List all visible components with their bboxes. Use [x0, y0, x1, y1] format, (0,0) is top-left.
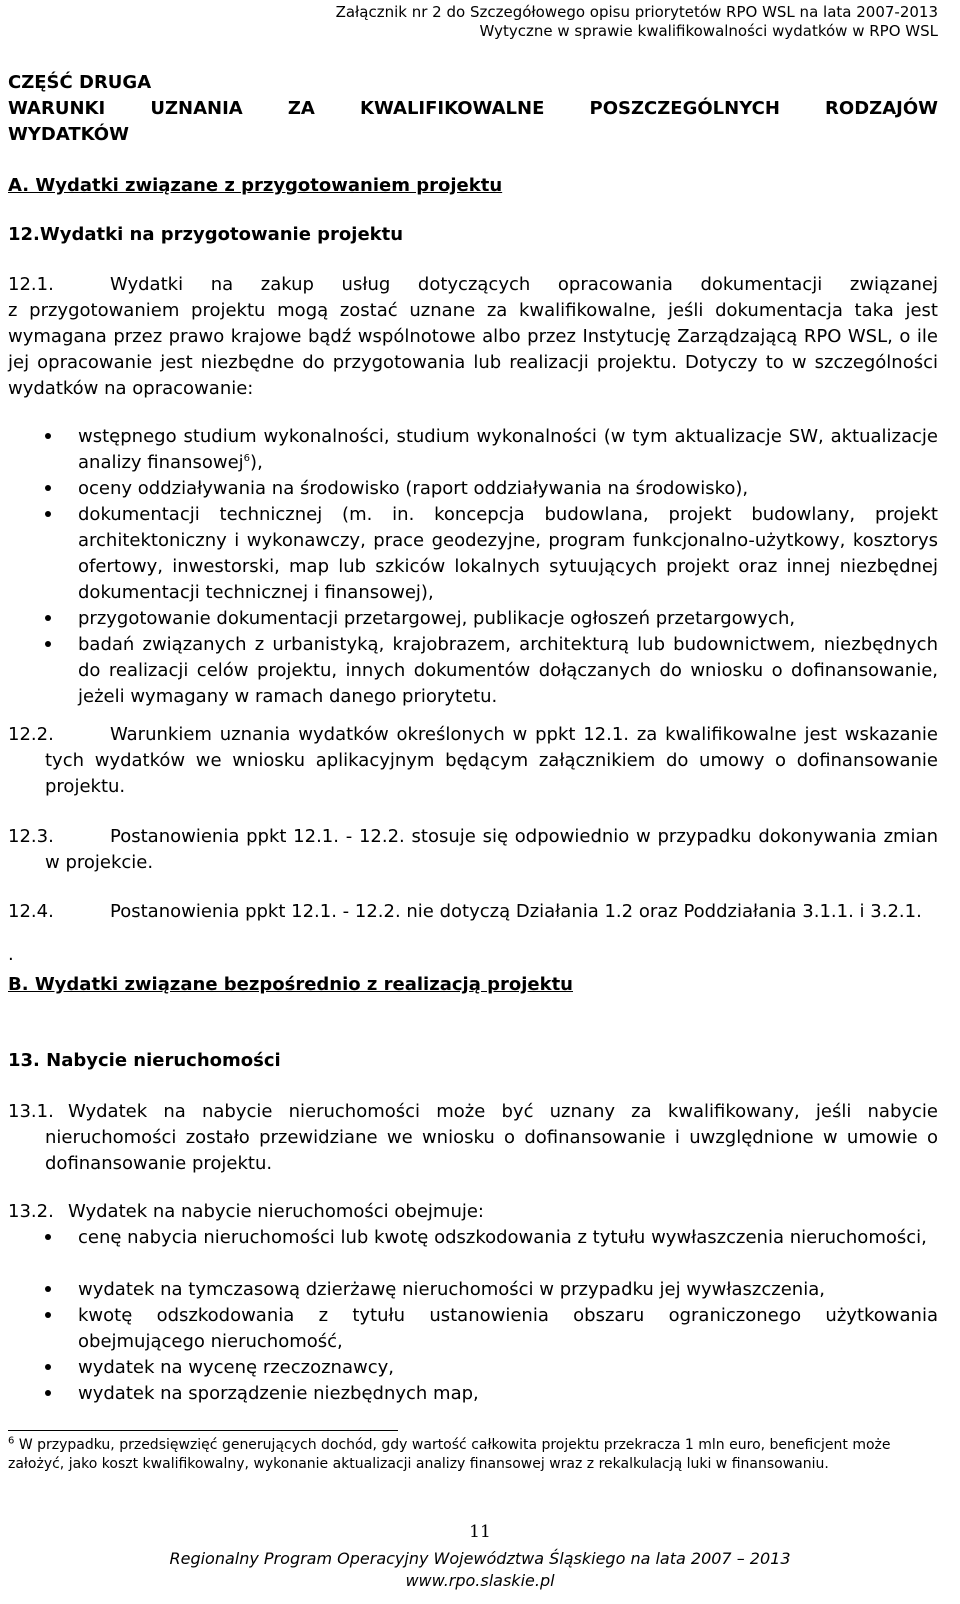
footnote-text: W przypadku, przedsięwzięć generujących dochód, gdy wartość całkowita projektu przekracza 1 mln euro, beneficjent może założyć, jako koszt kwalifikowalny, wykonanie aktualizacji analizy finansowej wraz z rekalkulacją luki w finansowaniu. [8, 1437, 891, 1472]
footnote-reference: 6 [243, 453, 251, 464]
list-item-feasibility-study [78, 424, 938, 476]
list-item-technical-documentation: dokumentacji technicznej (m. in. koncepcja budowlana, projekt budowlany, projekt architektoniczny i wykonawczy, prace geodezyjne, program funkcjonalno-użytkowy, kosztorys ofertowy, inwestorski, map lub szkiców lokalnych sytuujących projekt oraz innej niezbędnej dokumentacji technicznej i finansowej), [78, 504, 938, 603]
section-a-heading: A. Wydatki związane z przygotowaniem projektu [8, 175, 503, 196]
stray-dot: . [8, 944, 14, 965]
bullet-dot [45, 1390, 51, 1396]
list-item-tail: ), [250, 452, 263, 473]
list-item-text: wstępnego studium wykonalności, studium wykonalności (w tym aktualizacje SW, aktualizacje analizy finansowej [78, 426, 938, 473]
subsection-13-heading: 13. Nabycie nieruchomości [8, 1050, 281, 1071]
footer-website: www.rpo.slaskie.pl [405, 1571, 555, 1590]
bullet-dot [45, 1364, 51, 1370]
paragraph-12-1-number: 12.1. [8, 274, 54, 295]
list-item-compensation: kwotę odszkodowania z tytułu ustanowienia obszaru ograniczonego użytkowania obejmującego nieruchomość, [78, 1305, 938, 1352]
list-item-environmental-assessment: oceny oddziaływania na środowisko (raport oddziaływania na środowisko), [78, 478, 749, 499]
paragraph-13-1-number: 13.1. [8, 1101, 54, 1122]
part-title: CZĘŚĆ DRUGA [8, 72, 152, 93]
part-subtitle-line-1: WARUNKI UZNANIA ZA KWALIFIKOWALNE POSZCZEGÓLNYCH RODZAJÓW [8, 98, 938, 119]
page-number: 11 [469, 1522, 491, 1542]
paragraph-12-4-body: Postanowienia ppkt 12.1. - 12.2. nie dotyczą Działania 1.2 oraz Poddziałania 3.1.1. i 3.2.1. [110, 901, 922, 922]
list-item-purchase-price: cenę nabycia nieruchomości lub kwotę odszkodowania z tytułu wywłaszczenia nieruchomości, [78, 1227, 927, 1248]
paragraph-13-1-body: Wydatek na nabycie nieruchomości może być uznany za kwalifikowany, jeśli nabycie nieruchomości zostało przewidziane we wniosku o dofinansowanie i uwzględnione w umowie o dofinansowanie projektu. [45, 1101, 938, 1174]
bullet-dot [45, 485, 51, 491]
list-item-tender-documentation: przygotowanie dokumentacji przetargowej, publikacje ogłoszeń przetargowych, [78, 608, 796, 629]
paragraph-13-2-intro: Wydatek na nabycie nieruchomości obejmuje: [68, 1201, 484, 1222]
list-item-studies: badań związanych z urbanistyką, krajobrazem, architekturą lub budownictwem, niezbędnych do realizacji celów projektu, innych dokumentów dołączanych do wniosku o dofinansowanie, jeżeli wymagany w ramach danego priorytetu. [78, 634, 938, 707]
header-line-1: Załącznik nr 2 do Szczegółowego opisu priorytetów RPO WSL na lata 2007-2013 [335, 3, 938, 21]
list-item-valuation: wydatek na wycenę rzeczoznawcy, [78, 1357, 394, 1378]
paragraph-12-2-number: 12.2. [8, 724, 54, 745]
bullet-dot [45, 1312, 51, 1318]
bullet-dot [45, 1234, 51, 1240]
part-subtitle-line-2: WYDATKÓW [8, 124, 129, 145]
bullet-dot [45, 615, 51, 621]
subsection-12-heading: 12.Wydatki na przygotowanie projektu [8, 224, 404, 245]
footer-program-name: Regionalny Program Operacyjny Województwa Śląskiego na lata 2007 – 2013 [169, 1549, 791, 1568]
header-line-2: Wytyczne w sprawie kwalifikowalności wydatków w RPO WSL [479, 22, 938, 40]
footnote [8, 1436, 938, 1474]
bullet-dot [45, 1286, 51, 1292]
list-item-maps: wydatek na sporządzenie niezbędnych map, [78, 1383, 479, 1404]
paragraph-12-1-first-line: Wydatki na zakup usług dotyczących opracowania dokumentacji związanej [110, 274, 938, 295]
paragraph-12-1-body: z przygotowaniem projektu mogą zostać uznane za kwalifikowalne, jeśli dokumentacja taka jest wymagana przez prawo krajowe bądź wspólnotowe albo przez Instytucję Zarządzającą RPO WSL, o ile jej opracowanie jest niezbędne do przygotowania lub realizacji projektu. Dotyczy to w szczególności wydatków na opracowanie: [8, 300, 938, 399]
paragraph-12-3-body: Postanowienia ppkt 12.1. - 12.2. stosuje się odpowiednio w przypadku dokonywania zmian w projekcie. [45, 826, 938, 873]
bullet-dot [45, 511, 51, 517]
paragraph-12-4-number: 12.4. [8, 901, 54, 922]
document-header [336, 3, 938, 41]
section-b-heading: B. Wydatki związane bezpośrednio z realizacją projektu [8, 974, 573, 995]
footnote-separator [8, 1430, 398, 1431]
bullet-dot [45, 433, 51, 439]
list-item-temporary-lease: wydatek na tymczasową dzierżawę nieruchomości w przypadku jej wywłaszczenia, [78, 1279, 825, 1300]
paragraph-12-2-body: Warunkiem uznania wydatków określonych w ppkt 12.1. za kwalifikowalne jest wskazanie tych wydatków we wniosku aplikacyjnym będącym załącznikiem do umowy o dofinansowanie projektu. [45, 724, 938, 797]
document-footer [0, 1548, 960, 1592]
paragraph-13-2-number: 13.2. [8, 1201, 54, 1222]
paragraph-12-3-number: 12.3. [8, 826, 54, 847]
bullet-dot [45, 641, 51, 647]
footnote-marker: 6 [8, 1435, 15, 1447]
